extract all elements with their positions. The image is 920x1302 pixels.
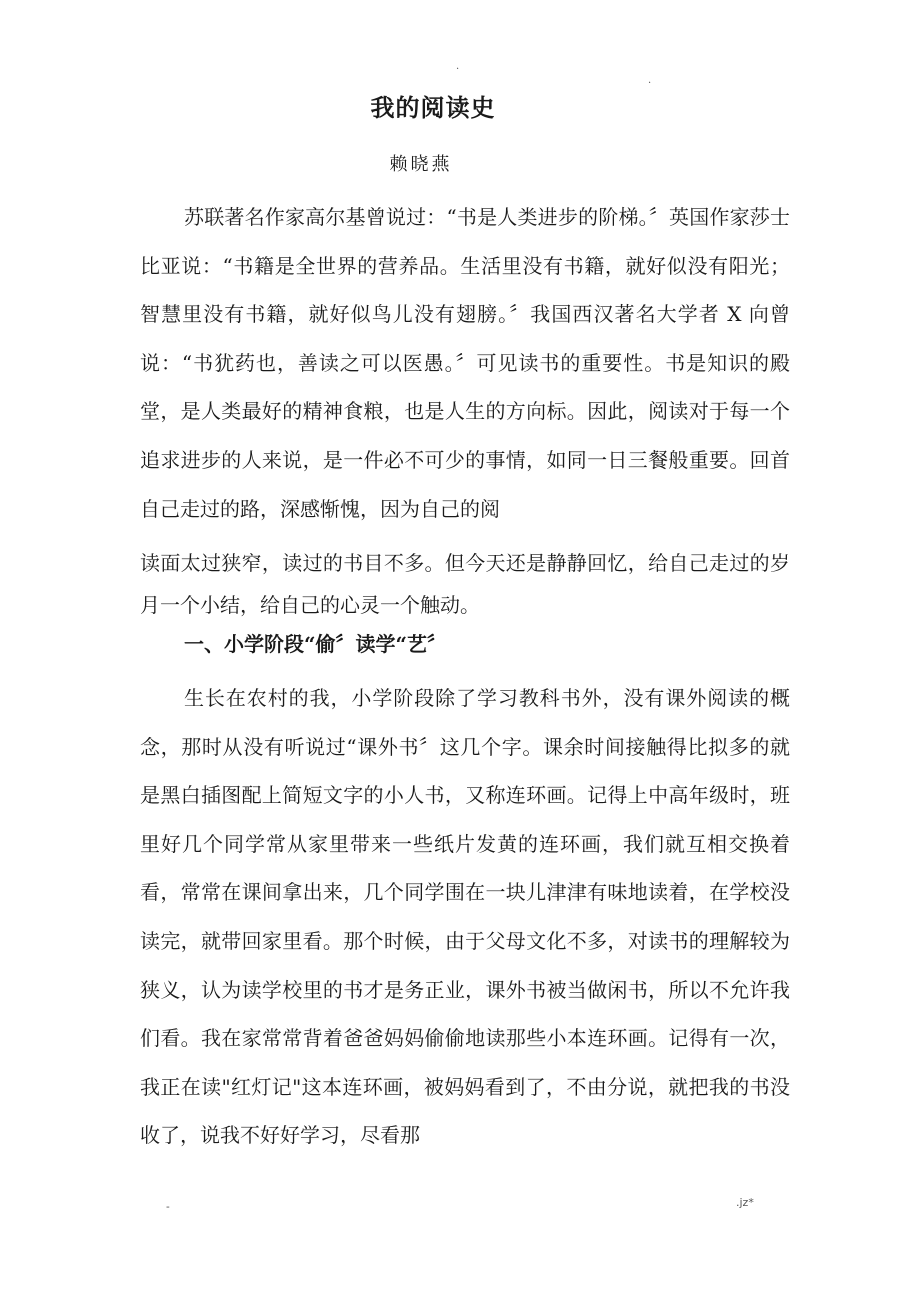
paragraph-intro: 苏联著名作家高尔基曾说过：“书是人类进步的阶梯。〞英国作家莎士比亚说：“书籍是全世界的营养品。生活里没有书籍，就好似没有阳光；智慧里没有书籍，就好似鸟儿没有翅膀。〞我国西汉著名大学者 X 向曾说：“书犹药也，善读之可以医愚。〞可见读书的重要性。书是知识的殿堂，是人类最好的精神食粮，也是人生的方向标。因此，阅读对于每一个追求进步的人来说，是一件必不可少的事情，如同一日三餐般重要。回首自己走过的路，深感惭愧，因为自己的阅	[140, 205, 790, 521]
paragraph-primary-school: 生长在农村的我，小学阶段除了学习教科书外，没有课外阅读的概念，那时从没有听说过“课外书〞这几个字。课余时间接触得比拟多的就是黑白插图配上简短文字的小人书，又称连环画。记得上中高年级时，班里好几个同学常从家里带来一些纸片发黄的连环画，我们就互相交换着看，常常在课间拿出来，几个同学围在一块儿津津有味地读着，在学校没读完，就带回家里看。那个时候，由于父母文化不多，对读书的理解较为狭义，认为读学校里的书才是务正业，课外书被当做闲书，所以不允许我们看。我在家常常背着爸爸妈妈偷偷地读那些小本连环画。记得有一次，我正在读"红灯记"这本连环画，被妈妈看到了，不由分说，就把我的书没收了，说我不好好学习，尽看那	[140, 686, 790, 1148]
section-heading: 一、小学阶段“偷〞读学“艺〞	[184, 632, 448, 656]
paragraph-intro-continued: 读面太过狭窄，读过的书目不多。但今天还是静静回忆，给自己走过的岁月一个小结，给自己的心灵一个触动。	[140, 551, 790, 617]
footer-mark-right: .jz*	[736, 1196, 754, 1209]
header-mark-left: .	[456, 61, 460, 72]
header-mark-right: .	[648, 75, 652, 86]
document-title: 我的阅读史	[370, 93, 496, 122]
footer-mark-left: -	[166, 1200, 170, 1213]
document-author: 赖晓燕	[389, 154, 453, 175]
